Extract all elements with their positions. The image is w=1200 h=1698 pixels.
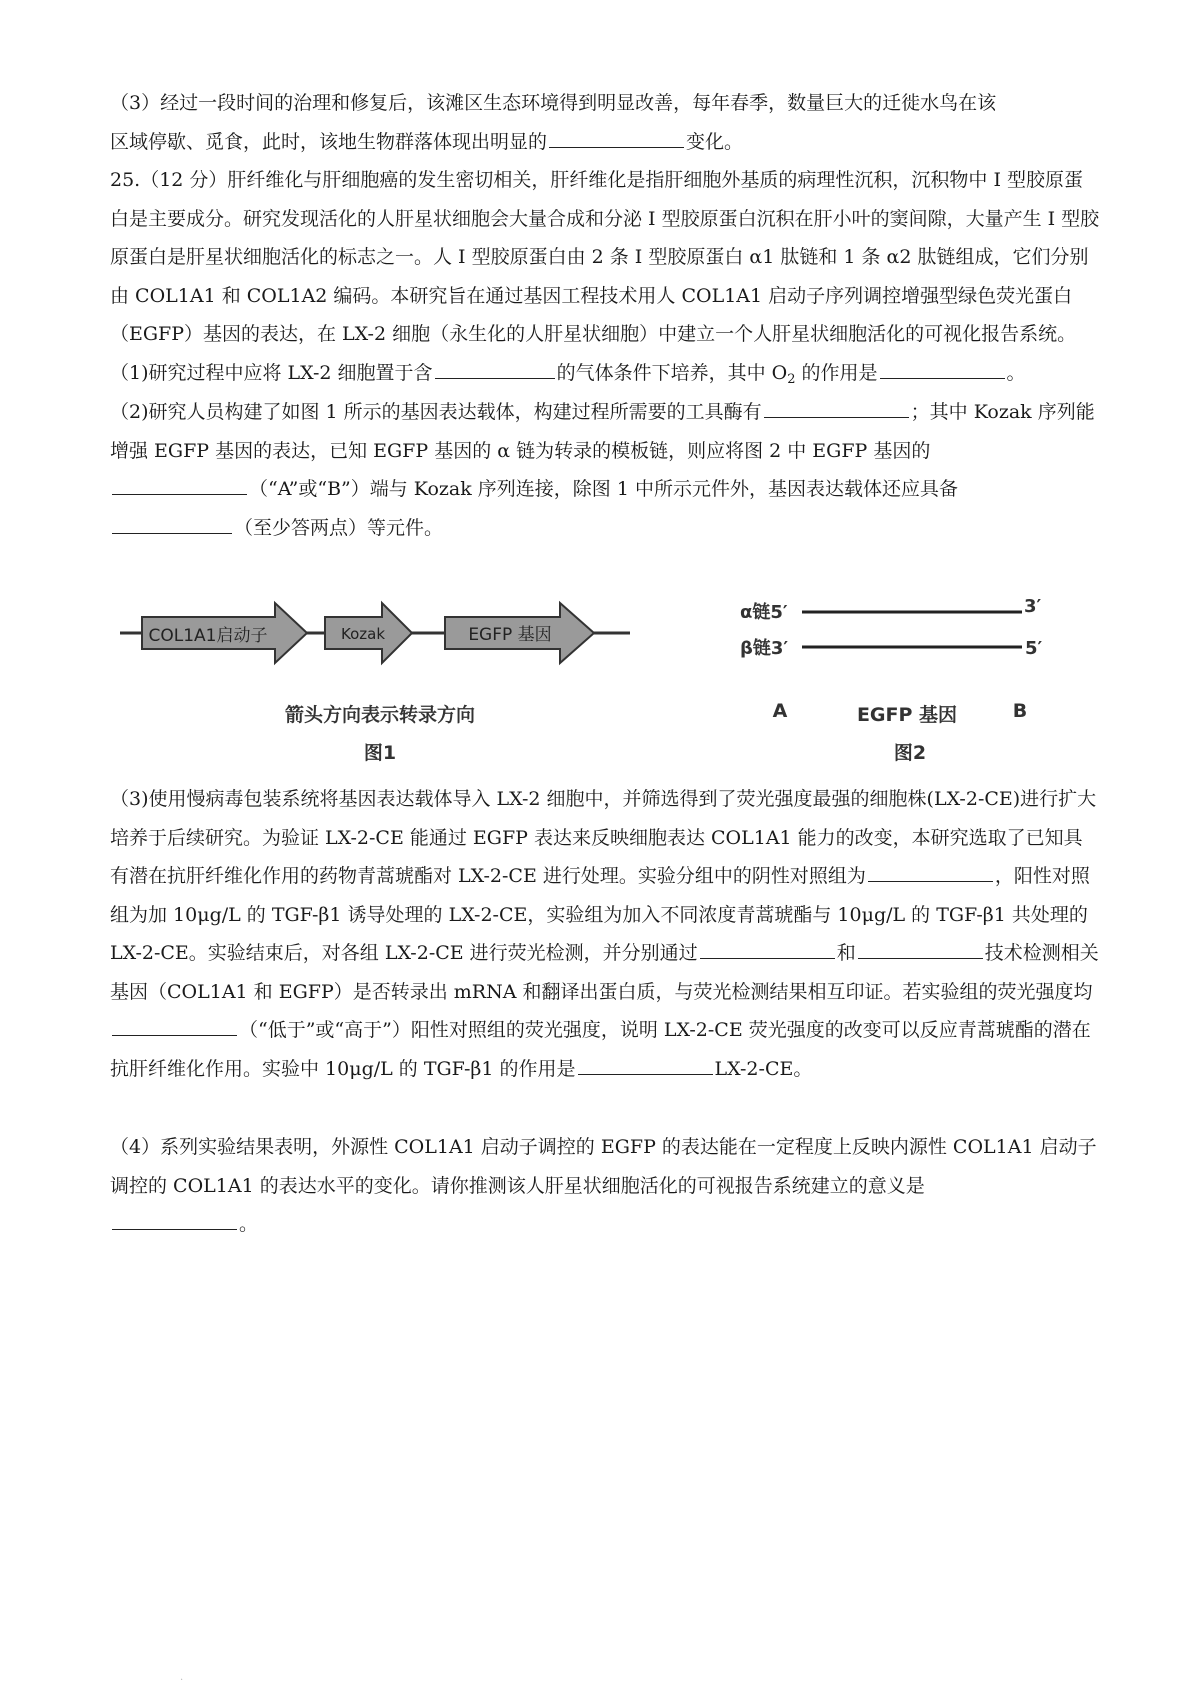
figure-2-caption: 图2 <box>893 742 927 764</box>
beta-strand-label: β链3′ <box>740 638 789 659</box>
part2-text-b: ；其中 Kozak 序列能增强 EGFP 基因的表达，已知 EGFP 基因的 α 链为转录的模板链，则应将图 2 中 EGFP 基因的 <box>110 401 1095 462</box>
subscript-2: 2 <box>787 372 796 387</box>
part3-text-d: 技术检测相关基因（COL1A1 和 EGFP）是否转录出 mRNA 和翻译出蛋白质，与荧光检测结果相互印证。若实验组的荧光强度均 <box>110 942 1099 1003</box>
prev-q3-line1: （3）经过一段时间的治理和修复后，该滩区生态环境得到明显改善，每年春季，数量巨大的迁徙水鸟在该 <box>110 92 997 114</box>
figure-2-label-a: A <box>772 700 788 722</box>
answer-blank <box>112 1013 237 1036</box>
answer-blank <box>112 1207 237 1230</box>
part3-text-b: ，阳性对照组为加 10μg/L 的 TGF-β1 诱导处理的 LX-2-CE，实验组为加入不同浓度青蒿琥酯与 10μg/L 的 TGF-β1 共处理的 LX-2-CE。实验结束后，对各组 LX-2-CE 进行荧光检测，并分别通过 <box>110 865 1090 964</box>
alpha-strand-label: α链5′ <box>740 602 788 623</box>
part2-text-a: （2)研究人员构建了如图 1 所示的基因表达载体，构建过程所需要的工具酶有 <box>110 401 762 423</box>
prev-question-3 <box>110 84 1100 161</box>
prev-q3-line2b: 变化。 <box>686 130 744 153</box>
part1-text-c: 的作用是 <box>795 362 878 384</box>
answer-blank <box>858 936 983 959</box>
answer-blank <box>868 859 993 882</box>
part1-text-d: 。 <box>1006 362 1026 384</box>
kozak-label: Kozak <box>340 625 386 643</box>
answer-blank <box>578 1052 713 1075</box>
part3-text-a: （3)使用慢病毒包装系统将基因表达载体导入 LX-2 细胞中，并筛选得到了荧光强度最强的细胞株(LX-2-CE)进行扩大培养于后续研究。为验证 LX-2-CE 能通过 EGFP 表达来反映细胞表达 COL1A1 能力的改变，本研究选取了已知具有潜在抗肝纤维化作用的药物青蒿琥酯对 LX-2-CE 进行处理。实验分组中的阴性对照组为 <box>110 788 1097 887</box>
figure-1-caption: 图1 <box>363 742 397 764</box>
egfp-arrow <box>445 603 594 663</box>
figure-2 <box>740 590 1060 670</box>
promoter-arrow <box>142 603 307 663</box>
figure-1 <box>120 600 640 680</box>
egfp-strands-diagram <box>740 590 1060 670</box>
answer-blank <box>112 511 232 534</box>
answer-blank <box>700 936 835 959</box>
alpha-strand-end: 3′ <box>1024 596 1042 617</box>
answer-blank <box>880 356 1005 379</box>
figure-1-note: 箭头方向表示转录方向 <box>284 704 475 726</box>
part4-text-b: 。 <box>239 1213 259 1235</box>
figure-2-label-gene: EGFP 基因 <box>856 704 958 726</box>
question-25-intro-text: 25.（12 分）肝纤维化与肝细胞癌的发生密切相关，肝纤维化是指肝细胞外基质的病理性沉积，沉积物中 I 型胶原蛋白是主要成分。研究发现活化的人肝星状细胞会大量合成和分泌 I 型胶原蛋白沉积在肝小叶的窦间隙，大量产生 I 型胶原蛋白是肝星状细胞活化的标志之一。人 I 型胶原蛋白由 2 条 I 型胶原蛋白 α1 肽链和 1 条 α2 肽链组成，它们分别由 COL1A1 和 COL1A2 编码。本研究旨在通过基因工程技术用人 COL1A1 启动子序列调控增强型绿色荧光蛋白（EGFP）基因的表达，在 LX-2 细胞（永生化的人肝星状细胞）中建立一个人肝星状细胞活化的可视化报告系统。 <box>110 169 1100 345</box>
part2-text-d: （至少答两点）等元件。 <box>234 516 444 539</box>
answer-blank <box>764 395 909 418</box>
part3-text-e: （“低于”或“高于”）阳性对照组的荧光强度，说明 LX-2-CE 荧光强度的改变可以反应青蒿琥酯的潜在抗肝纤维化作用。实验中 10μg/L 的 TGF-β1 的作用是 <box>110 1019 1091 1080</box>
answer-blank <box>112 472 247 495</box>
part4-text-a: （4）系列实验结果表明，外源性 COL1A1 启动子调控的 EGFP 的表达能在一定程度上反映内源性 COL1A1 启动子调控的 COL1A1 的表达水平的变化。请你推测该人肝星状细胞活化的可视报告系统建立的意义是 <box>110 1136 1097 1197</box>
beta-strand-end: 5′ <box>1025 638 1043 659</box>
answer-blank <box>435 356 555 379</box>
footer-mark: . <box>180 1672 184 1683</box>
part3-text-c: 和 <box>836 942 856 964</box>
promoter-label: COL1A1启动子 <box>148 626 268 646</box>
question-25-part3 <box>110 780 1100 1088</box>
question-25-part4 <box>110 1128 1100 1244</box>
figure-2-label-b: B <box>1012 700 1028 722</box>
gene-vector-diagram <box>120 600 640 680</box>
part1-text-b: 的气体条件下培养，其中 O <box>556 362 788 384</box>
answer-blank <box>549 125 684 148</box>
question-25-intro <box>110 161 1100 354</box>
part3-text-f: LX-2-CE。 <box>714 1057 813 1080</box>
part2-text-c: （“A”或“B”）端与 Kozak 序列连接，除图 1 中所示元件外，基因表达载体还应具备 <box>249 478 958 500</box>
question-25-part2 <box>110 393 1100 547</box>
kozak-arrow <box>325 603 412 663</box>
part1-text-a: （1)研究过程中应将 LX-2 细胞置于含 <box>110 362 433 384</box>
prev-q3-line2a: 区域停歇、觅食，此时，该地生物群落体现出明显的 <box>110 130 548 153</box>
egfp-label: EGFP 基因 <box>468 625 552 645</box>
